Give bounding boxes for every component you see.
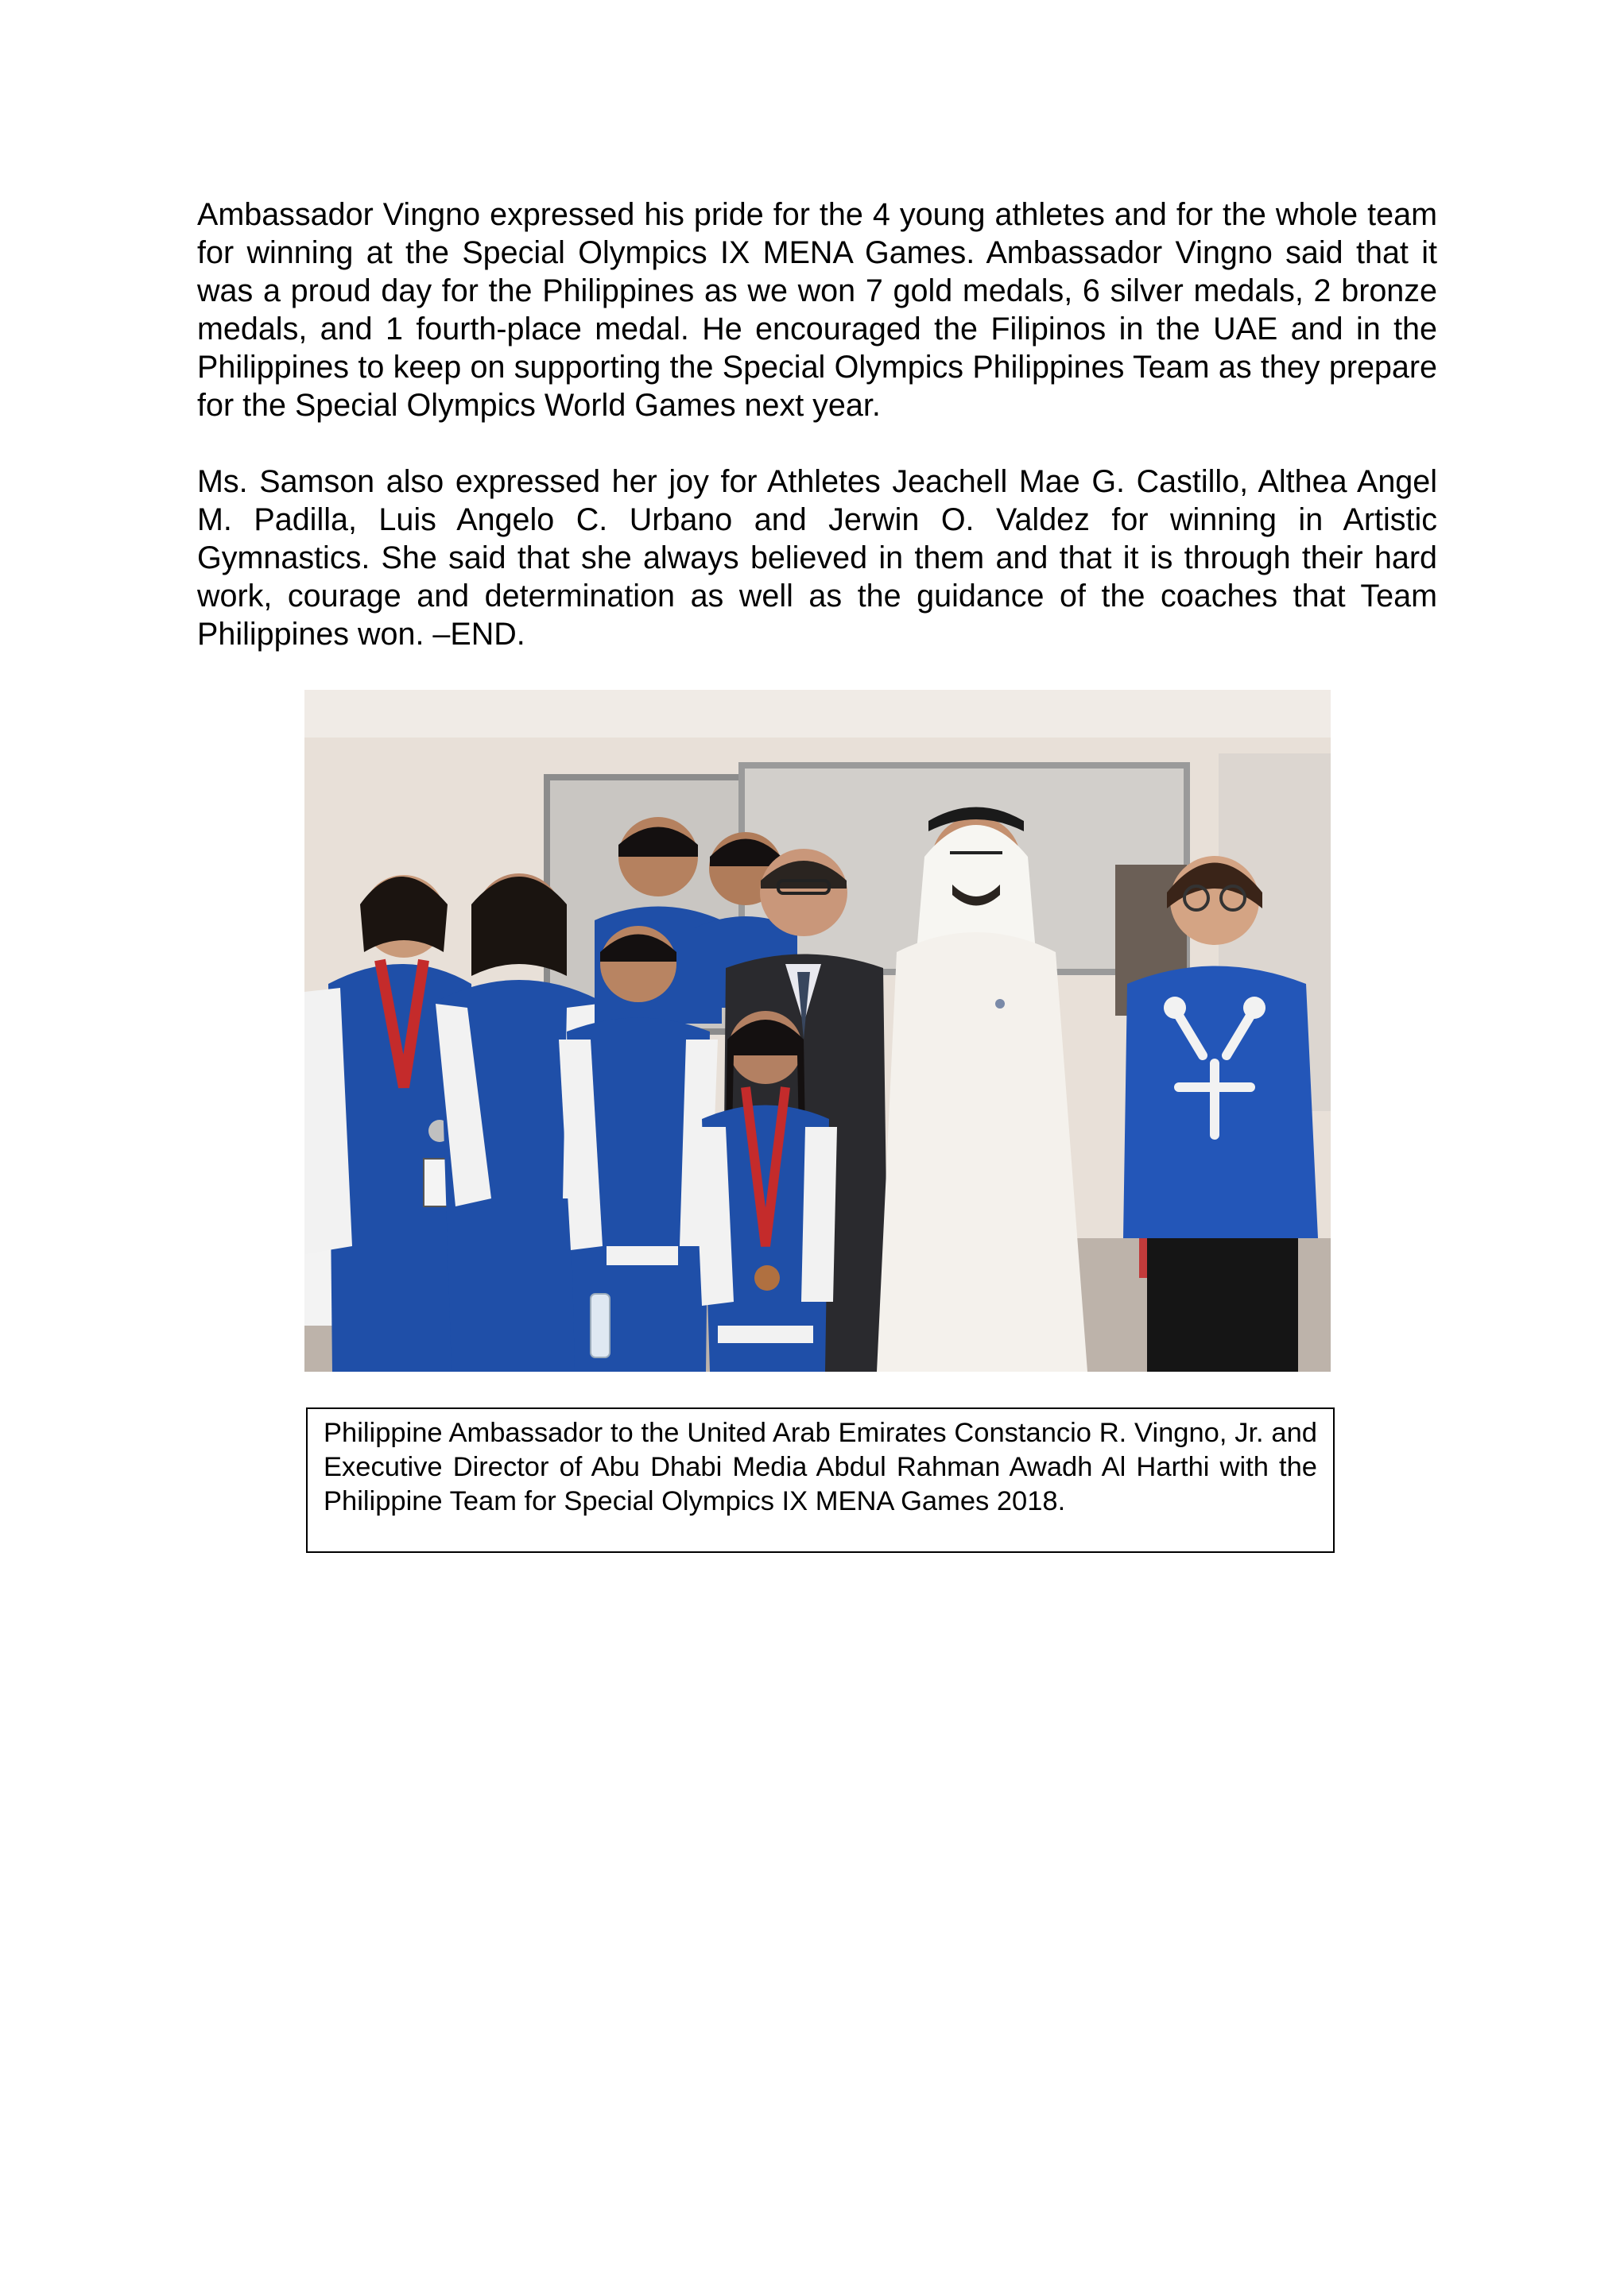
photo-caption: Philippine Ambassador to the United Arab Emirates Constancio R. Vingno, Jr. and Executive Director of Abu Dhabi Media Abdul Rahman Awadh Al Harthi with the Philippine Team for Special Olympics IX MENA Games 2018. (324, 1418, 1317, 1516)
photo-caption-box (306, 1407, 1335, 1553)
body-paragraph-2: Ms. Samson also expressed her joy for Athletes Jeachell Mae G. Castillo, Althea Angel M. Padilla, Luis Angelo C. Urbano and Jerwin O. Valdez for winning in Artistic Gymnastics. She said that she always believed in them and that it is through their hard work, courage and determination as well as the guidance of the coaches that Team Philippines won. –END. (197, 464, 1437, 652)
photo-ceiling (304, 690, 1331, 738)
body-paragraph-1: Ambassador Vingno expressed his pride for the 4 young athletes and for the whole team for winning at the Special Olympics IX MENA Games. Ambassador Vingno said that it was a proud day for the Philippines as we won 7 gold medals, 6 silver medals, 2 bronze medals, and 1 fourth-place medal. He encouraged the Filipinos in the UAE and in the Philippines to keep on supporting the Special Olympics Philippines Team as they prepare for the Special Olympics World Games next year. (197, 197, 1437, 423)
group-photo (304, 690, 1331, 1372)
